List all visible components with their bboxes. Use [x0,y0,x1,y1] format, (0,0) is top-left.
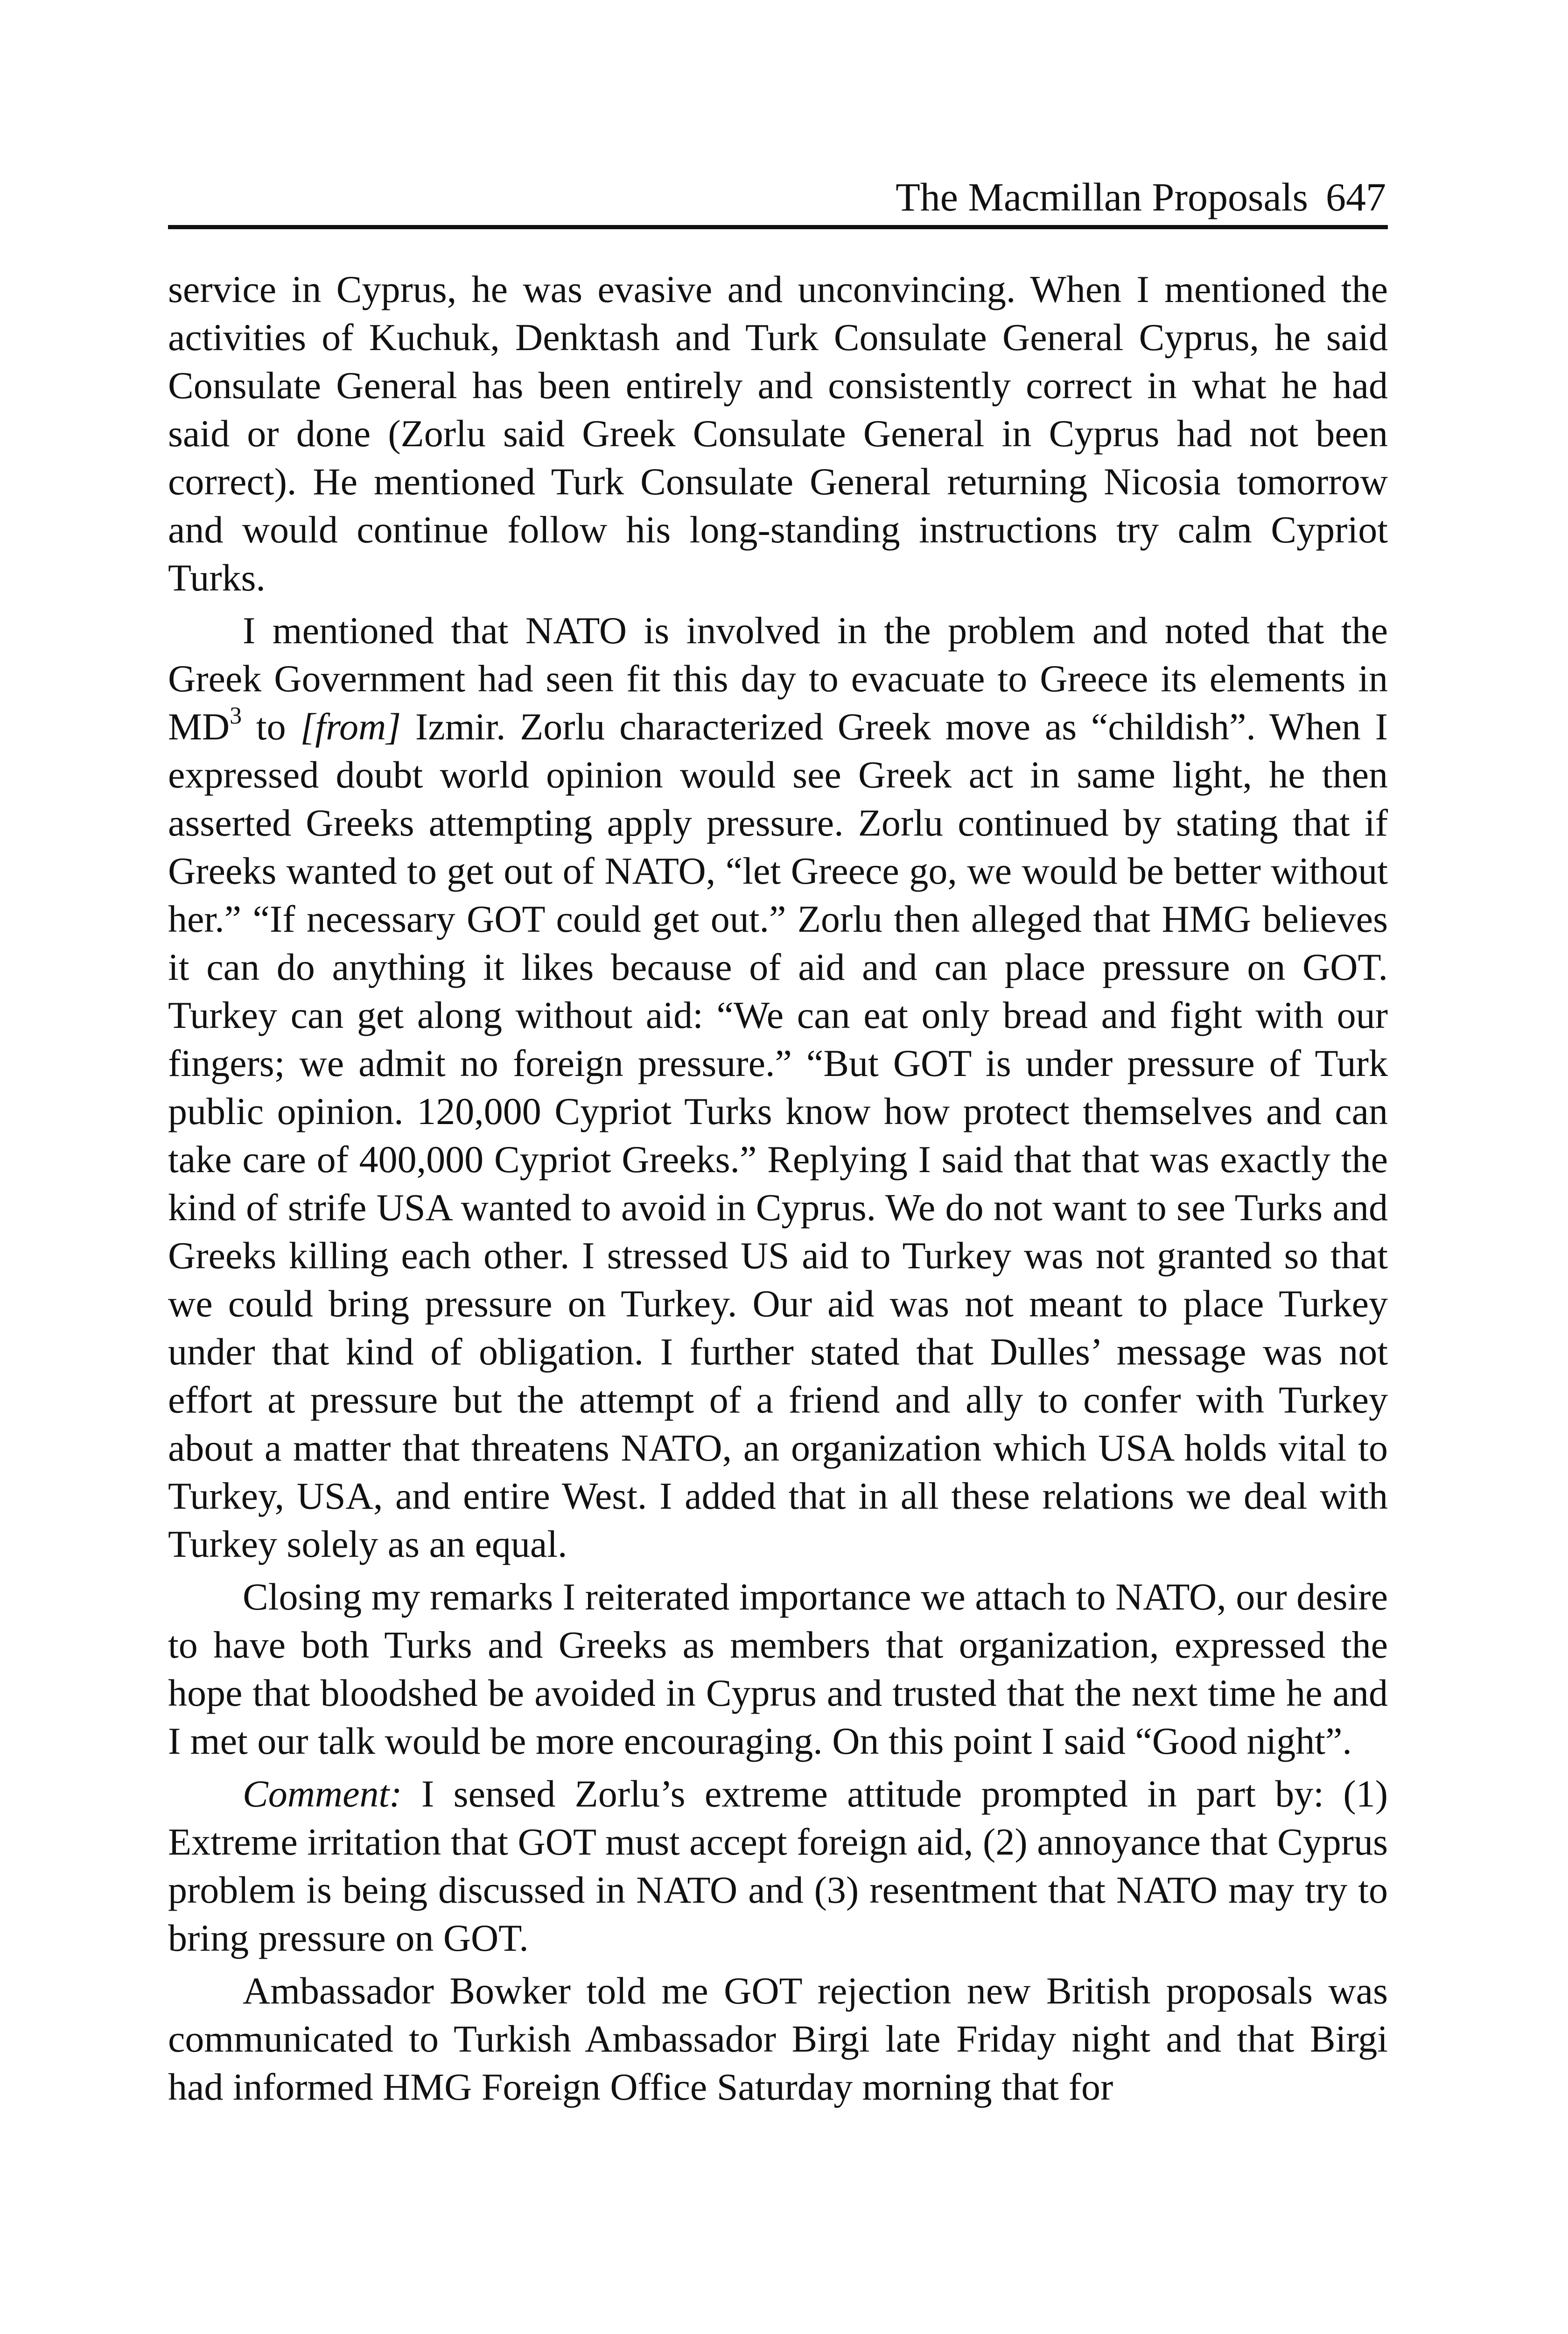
paragraph-5: Ambassador Bowker told me GOT rejection new British proposals was communicated to Turkish Ambassador Birgi late Friday night and that Birgi had informed HMG Foreign Office Saturday morning that for [168,1969,1388,2108]
editorial-insertion: [from] [300,705,401,748]
comment-text: I sensed Zorlu’s extreme attitude prompted in part by: (1) Extreme irritation that GOT must accept foreign aid, (2) annoyance that Cyprus problem is being discussed in NATO and (3) resentment that NATO may try to bring pressure on GOT. [168,1772,1388,1959]
page-number: 647 [1326,175,1386,219]
comment-label: Comment: [243,1772,402,1815]
paragraph-4 [168,1770,1388,1962]
paragraph-1: service in Cyprus, he was evasive and unconvincing. When I mentioned the activities of Kuchuk, Denktash and Turk Consulate General Cyprus, he said Consulate General has been entirely and consistently correct in what he had said or done (Zorlu said Greek Consulate General in Cyprus had not been correct). He mentioned Turk Consulate General returning Nicosia tomorrow and would continue follow his long-standing instructions try calm Cypriot Turks. [168,268,1388,599]
paragraph-3: Closing my remarks I reiterated importance we attach to NATO, our desire to have both Turks and Greeks as members that organization, expressed the hope that bloodshed be avoided in Cyprus and trusted that the next time he and I met our talk would be more encouraging. On this point I said “Good night”. [168,1575,1388,1762]
footnote-reference: 3 [230,703,242,729]
paragraph-2-part-1: I mentioned that NATO is involved in the problem and noted that the Greek Government had seen fit this day to evacuate to Greece its elements in MD [168,609,1388,748]
paragraph-2-part-2: to [242,705,301,748]
running-title: The Macmillan Proposals [896,175,1308,219]
paragraph-2 [168,606,1388,1568]
header-rule [168,225,1388,229]
paragraph-2-part-3: Izmir. Zorlu characterized Greek move as “childish”. When I expressed doubt world opinion would see Greek act in same light, he then asserted Greeks attempting apply pressure. Zorlu continued by stating that if Greeks wanted to get out of NATO, “let Greece go, we would be better without her.” “If necessary GOT could get out.” Zorlu then alleged that HMG believes it can do anything it likes because of aid and can place pressure on GOT. Turkey can get along without aid: “We can eat only bread and fight with our fingers; we admit no foreign pressure.” “But GOT is under pressure of Turk public opinion. 120,000 Cypriot Turks know how protect themselves and can take care of 400,000 Cypriot Greeks.” Replying I said that that was exactly the kind of strife USA wanted to avoid in Cyprus. We do not want to see Turks and Greeks killing each other. I stressed US aid to Turkey was not granted so that we could bring pressure on Turkey. Our aid was not meant to place Turkey under that kind of obligation. I further stated that Dulles’ message was not effort at pressure but the attempt of a friend and ally to confer with Turkey about a matter that threatens NATO, an organization which USA holds vital to Turkey, USA, and entire West. I added that in all these relations we deal with Turkey solely as an equal. [168,705,1388,1565]
running-head [168,174,1386,220]
body-text [168,265,1388,2111]
